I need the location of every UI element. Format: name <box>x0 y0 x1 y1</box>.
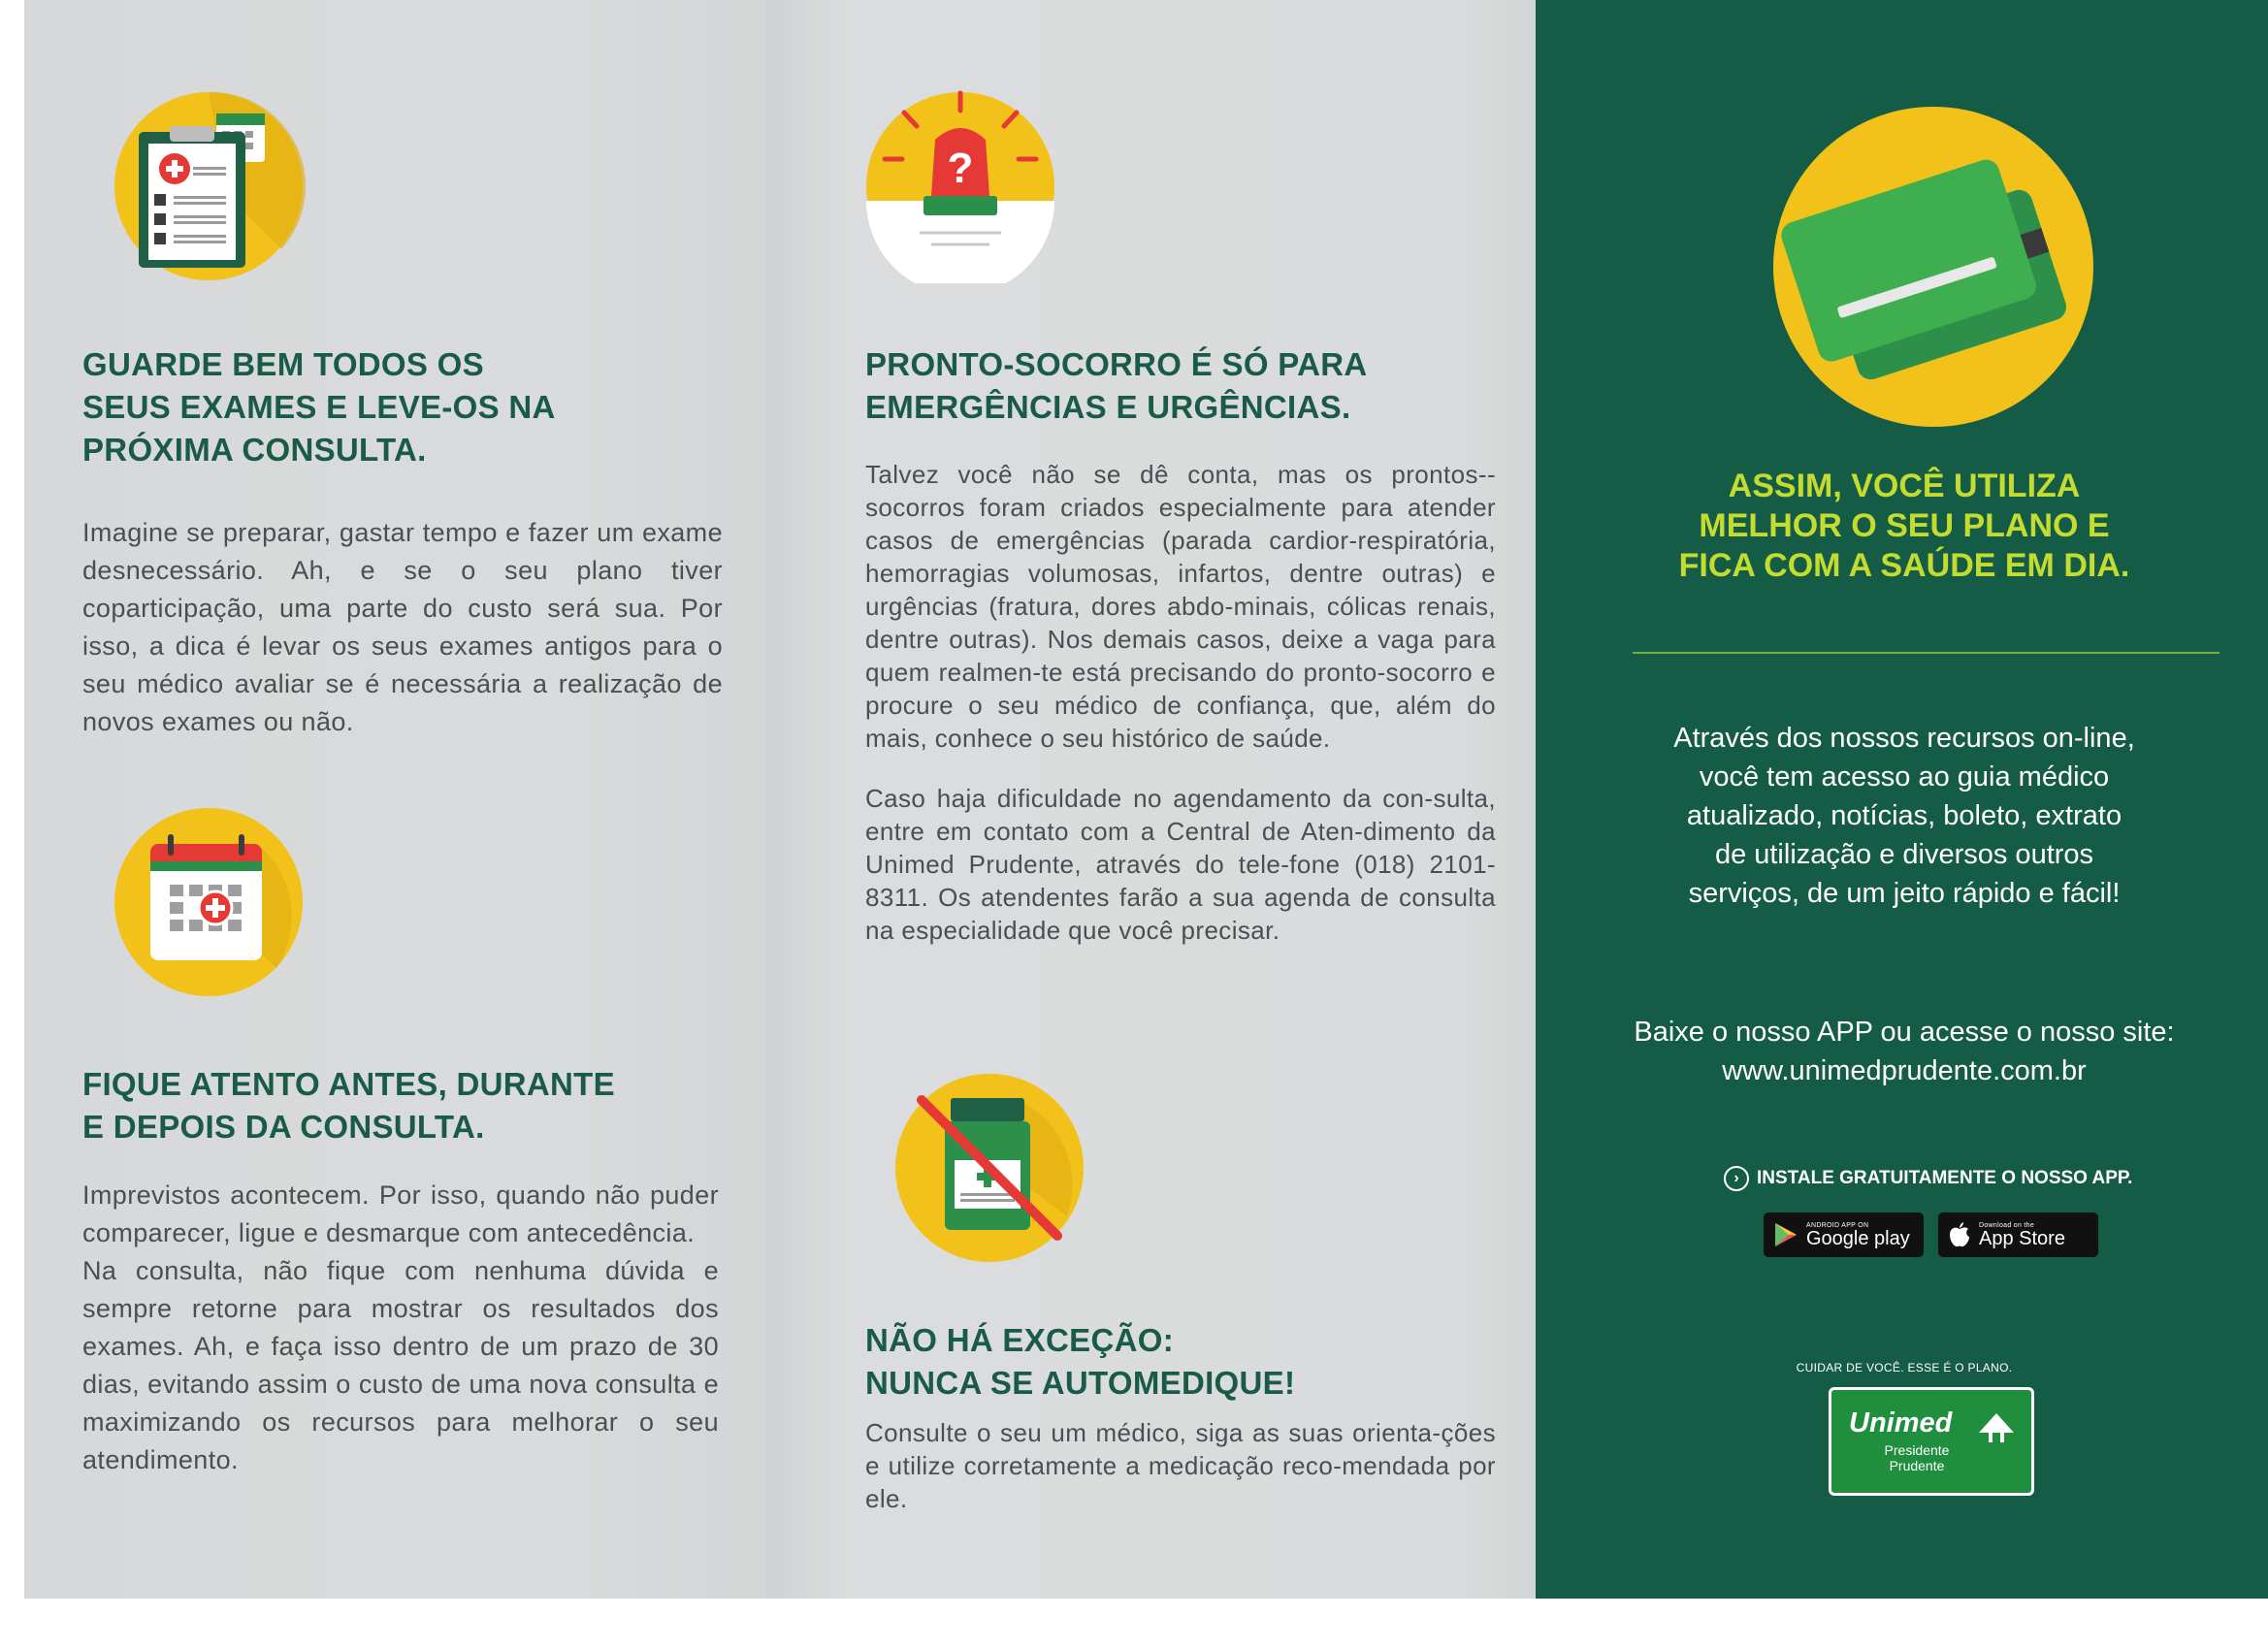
title-line: E DEPOIS DA CONSULTA. <box>82 1109 485 1145</box>
siren-question-mark: ? <box>947 145 974 192</box>
badge-label: Google play <box>1806 1227 1910 1249</box>
brochure <box>24 0 2268 1599</box>
logo-subtitle: Presidente <box>1884 1442 1950 1458</box>
badge-small-text: ANDROID APP ON <box>1806 1221 1869 1229</box>
title-line: PRÓXIMA CONSULTA. <box>82 432 427 468</box>
title-line: FIQUE ATENTO ANTES, DURANTE <box>82 1066 615 1102</box>
app-store-badge[interactable] <box>1938 1212 2098 1257</box>
paragraph: Imprevistos acontecem. Por isso, quando não puder comparecer, ligue e desmarque com antecedência. <box>82 1180 719 1247</box>
panel-headline <box>1574 467 2234 586</box>
title-line: EMERGÊNCIAS E URGÊNCIAS. <box>865 389 1351 425</box>
paragraph: Imagine se preparar, gastar tempo e fazer um exame desnecessário. Ah, e se o seu plano tiver coparticipação, uma parte do custo será sua. Por isso, a dica é levar os seus exames antigos para o seu médico avaliar se é necessária a realização de novos exames ou não. <box>82 518 723 736</box>
download-text <box>1574 1013 2234 1090</box>
title-line: PRONTO-SOCORRO É SÓ PARA <box>865 346 1368 382</box>
paragraph: Consulte o seu um médico, siga as suas orienta-ções e utilize corretamente a medicação reco-mendada por ele. <box>865 1418 1496 1513</box>
download-line: Baixe o nosso APP ou acesse o nosso site: <box>1634 1017 2175 1048</box>
title-line: NUNCA SE AUTOMEDIQUE! <box>865 1365 1296 1401</box>
install-text: INSTALE GRATUITAMENTE O NOSSO APP. <box>1757 1168 2133 1188</box>
logo-subtitle: Prudente <box>1889 1458 1945 1473</box>
title-line: NÃO HÁ EXCEÇÃO: <box>865 1322 1175 1358</box>
section-title-self-medication <box>865 1319 1525 1405</box>
health-card-icon <box>1773 107 2093 427</box>
headline-line: ASSIM, VOCÊ UTILIZA <box>1728 468 2081 504</box>
headline-line: MELHOR O SEU PLANO E <box>1699 507 2110 544</box>
section-body-emergency <box>865 458 1496 947</box>
paragraph: Na consulta, não fique com nenhuma dúvida e sempre retorne para mostrar os resultados dos exames. Ah, e faça isso dentro de um prazo de 30 dias, evitando assim o custo de uma nova consulta e maximizando os recursos para melhorar o seu atendimento. <box>82 1256 719 1474</box>
text-line: serviços, de um jeito rápido e fácil! <box>1688 878 2121 909</box>
logo-name: Unimed <box>1849 1407 1953 1439</box>
panel-middle <box>766 0 1536 1599</box>
badge-small-text: Download on the <box>1979 1221 2035 1229</box>
text-line: Através dos nossos recursos on-line, <box>1673 723 2135 754</box>
chevron-right-icon: › <box>1724 1166 1749 1191</box>
tree-icon <box>1977 1411 2016 1444</box>
panel-left <box>24 0 766 1599</box>
google-play-badge[interactable] <box>1764 1212 1924 1257</box>
section-title-consult <box>82 1063 742 1148</box>
install-app-label <box>1724 1166 2132 1191</box>
apple-icon <box>1948 1221 1971 1248</box>
text-line: você tem acesso ao guia médico <box>1699 761 2110 792</box>
section-title-exams <box>82 343 723 471</box>
play-icon <box>1773 1221 1798 1248</box>
calendar-medical-icon <box>112 805 306 999</box>
no-self-medication-icon <box>892 1071 1086 1265</box>
section-body-self-medication <box>865 1416 1496 1515</box>
title-line: GUARDE BEM TODOS OS <box>82 346 484 382</box>
paragraph: Caso haja dificuldade no agendamento da con-sulta, entre em contato com a Central de Aten-dimento da Unimed Prudente, através do tele-fone (018) 2101-8311. Os atendentes farão a sua agenda de consulta na especialidade que você precisar. <box>865 784 1496 945</box>
panel-right <box>1536 0 2268 1599</box>
section-title-emergency <box>865 343 1525 429</box>
text-line: de utilização e diversos outros <box>1714 839 2094 870</box>
clipboard-exam-icon <box>112 89 306 283</box>
website-link[interactable]: www.unimedprudente.com.br <box>1722 1055 2087 1086</box>
unimed-logo <box>1829 1387 2034 1496</box>
emergency-siren-icon <box>863 89 1057 283</box>
title-line: SEUS EXAMES E LEVE-OS NA <box>82 389 556 425</box>
badge-label: App Store <box>1979 1227 2065 1249</box>
slogan: CUIDAR DE VOCÊ. ESSE É O PLANO. <box>1796 1361 2013 1374</box>
section-body-exams <box>82 514 723 741</box>
divider <box>1633 652 2219 654</box>
headline-line: FICA COM A SAÚDE EM DIA. <box>1678 547 2130 584</box>
online-resources-text <box>1574 719 2234 913</box>
paragraph: Talvez você não se dê conta, mas os prontos--socorros foram criados especialmente para atender casos de emergências (parada cardior-respiratória, hemorragias volumosas, infartos, dentre outras) e urgências (fratura, dores abdo-minais, cólicas renais, dentre outras). Nos demais casos, deixe a vaga para quem realmen-te está precisando do pronto-socorro e procure o seu médico de confiança, que, além do mais, conhece o seu histórico de saúde. <box>865 460 1496 753</box>
text-line: atualizado, notícias, boleto, extrato <box>1686 800 2122 831</box>
section-body-consult <box>82 1177 719 1479</box>
